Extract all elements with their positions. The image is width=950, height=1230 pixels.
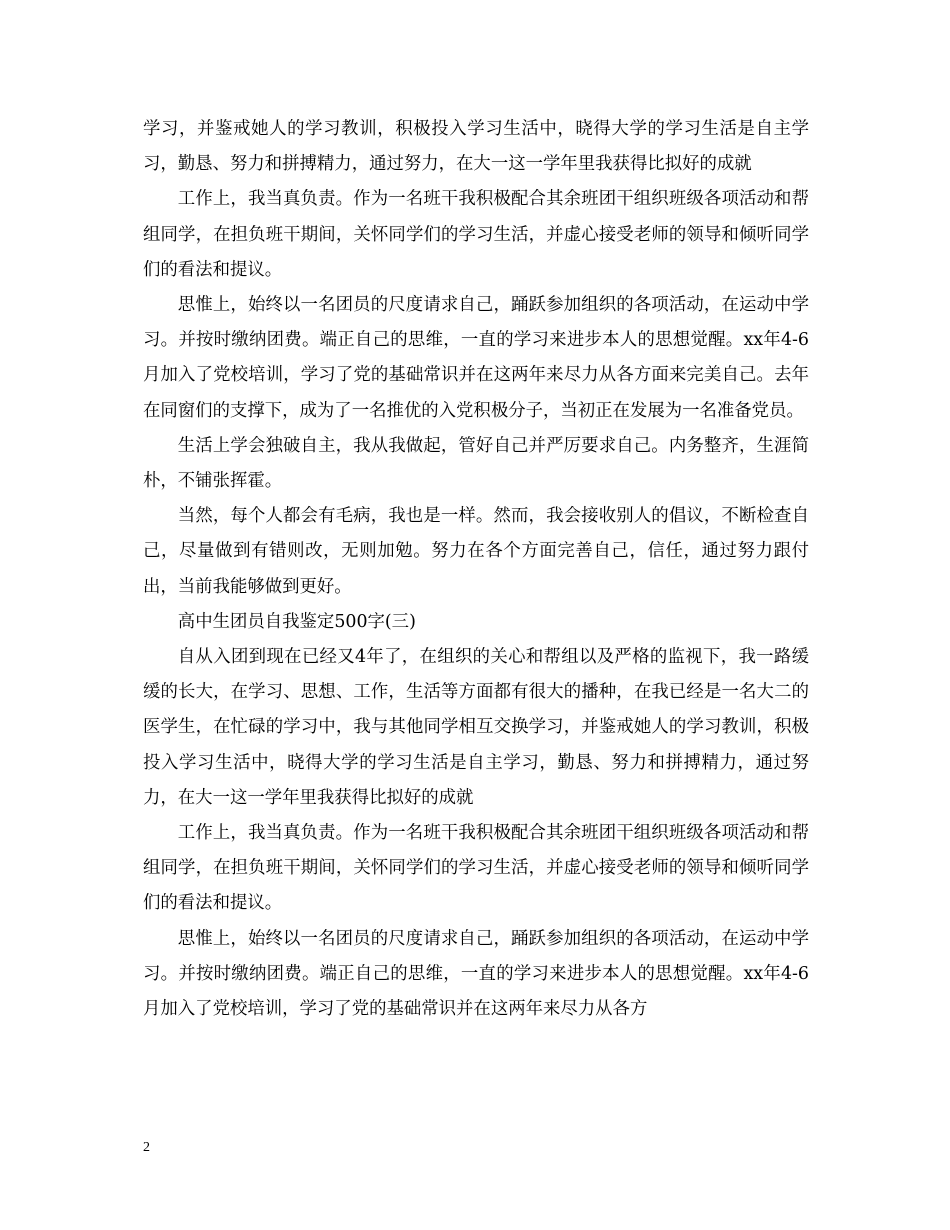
paragraph-continued-study: 学习，并鉴戒她人的学习教训，积极投入学习生活中，晓得大学的学习生活是自主学习，勤恳、努力和拼搏精力，通过努力，在大一这一学年里我获得比拟好的成就 [143,119,809,175]
paragraph-shortcomings: 当然，每个人都会有毛病，我也是一样。然而，我会接收别人的倡议，不断检查自己，尽量做到有错则改，无则加勉。努力在各个方面完善自己，信任，通过努力跟付出，当前我能够做到更好。 [143,506,809,597]
paragraph-work: 工作上，我当真负责。作为一名班干我积极配合其余班团干组织班级各项活动和帮组同学，在担负班干期间，关怀同学们的学习生活，并虚心接受老师的领导和倾听同学们的看法和提议。 [143,189,809,280]
page-content [143,112,809,1027]
paragraph-thought-repeat: 思惟上，始终以一名团员的尺度请求自己，踊跃参加组织的各项活动，在运动中学习。并按时缴纳团费。端正自己的思维，一直的学习来进步本人的思想觉醒。xx年4-6月加入了党校培训，学习了党的基础常识并在这两年来尽力从各方 [143,928,809,1020]
paragraph-introduction: 自从入团到现在已经又4年了，在组织的关心和帮组以及严格的监视下，我一路缓缓的长大，在学习、思想、工作，生活等方面都有很大的播种，在我已经是一名大二的医学生，在忙碌的学习中，我与其他同学相互交换学习，并鉴戒她人的学习教训，积极投入学习生活中，晓得大学的学习生活是自主学习，勤恳、努力和拼搏精力，通过努力，在大一这一学年里我获得比拟好的成就 [143,647,809,808]
paragraph-work-repeat: 工作上，我当真负责。作为一名班干我积极配合其余班团干组织班级各项活动和帮组同学，在担负班干期间，关怀同学们的学习生活，并虚心接受老师的领导和倾听同学们的看法和提议。 [143,823,809,914]
page-number: 2 [143,1140,150,1155]
section-heading: 高中生团员自我鉴定500字(三) [177,611,416,632]
paragraph-life: 生活上学会独破自主，我从我做起，管好自己并严厉要求自己。内务整齐，生涯简朴，不铺张挥霍。 [143,435,809,492]
paragraph-thought: 思惟上，始终以一名团员的尺度请求自己，踊跃参加组织的各项活动，在运动中学习。并按时缴纳团费。端正自己的思维，一直的学习来进步本人的思想觉醒。xx年4-6月加入了党校培训，学习了党的基础常识并在这两年来尽力从各方面来完美自己。去年在同窗们的支撑下，成为了一名推优的入党积极分子，当初正在发展为一名准备党员。 [143,295,809,421]
